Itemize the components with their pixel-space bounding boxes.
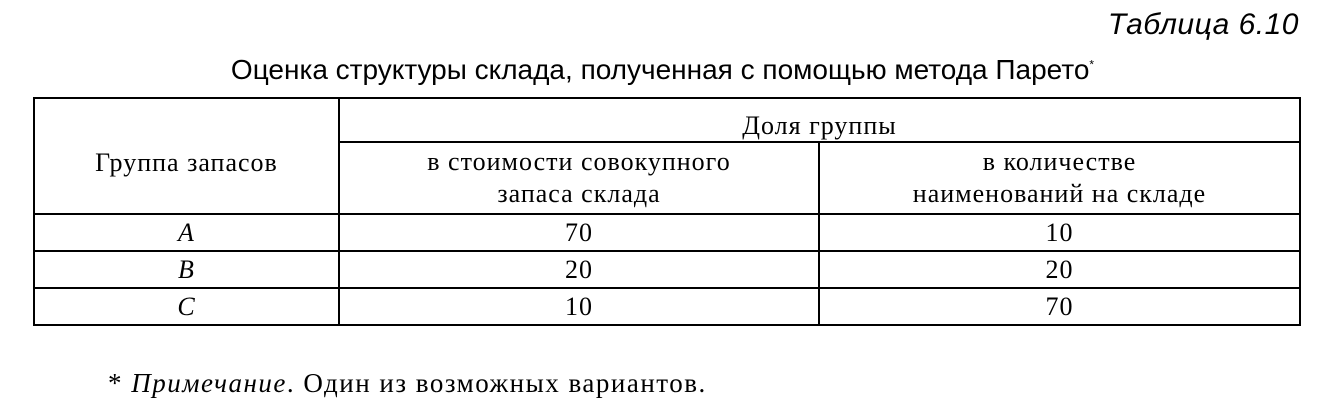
header-count-share-line1: в количестве: [982, 147, 1137, 176]
header-count-share-line2: наименований на складе: [912, 179, 1207, 208]
table-title-text: Оценка структуры склада, полученная с помощью метода Парето: [230, 54, 1090, 85]
header-stock-group: Группа запасов: [34, 98, 339, 214]
footnote-label: Примечание: [131, 368, 287, 398]
header-cost-share: [339, 142, 819, 214]
pareto-table: [33, 97, 1301, 326]
footnote-mark: *: [1089, 57, 1095, 72]
header-cost-share-line1: в стоимости совокупного: [427, 147, 731, 176]
table-number: Таблица 6.10: [1107, 8, 1299, 41]
cell-count-share: 70: [819, 288, 1300, 325]
table-row: [34, 251, 1300, 288]
cell-group: C: [34, 288, 339, 325]
table-row: [34, 214, 1300, 251]
cell-cost-share: 70: [339, 214, 819, 251]
footnote: [108, 368, 707, 399]
footnote-text: . Один из возможных вариантов.: [286, 368, 707, 398]
cell-count-share: 20: [819, 251, 1300, 288]
cell-group: B: [34, 251, 339, 288]
cell-count-share: 10: [819, 214, 1300, 251]
header-count-share: [819, 142, 1300, 214]
header-row: [34, 98, 1300, 142]
header-group-share: Доля группы: [339, 98, 1300, 142]
cell-cost-share: 20: [339, 251, 819, 288]
table-title: [0, 54, 1325, 86]
header-cost-share-line2: запаса склада: [497, 179, 661, 208]
cell-group: A: [34, 214, 339, 251]
footnote-mark: *: [108, 368, 123, 398]
table-row: [34, 288, 1300, 325]
cell-cost-share: 10: [339, 288, 819, 325]
